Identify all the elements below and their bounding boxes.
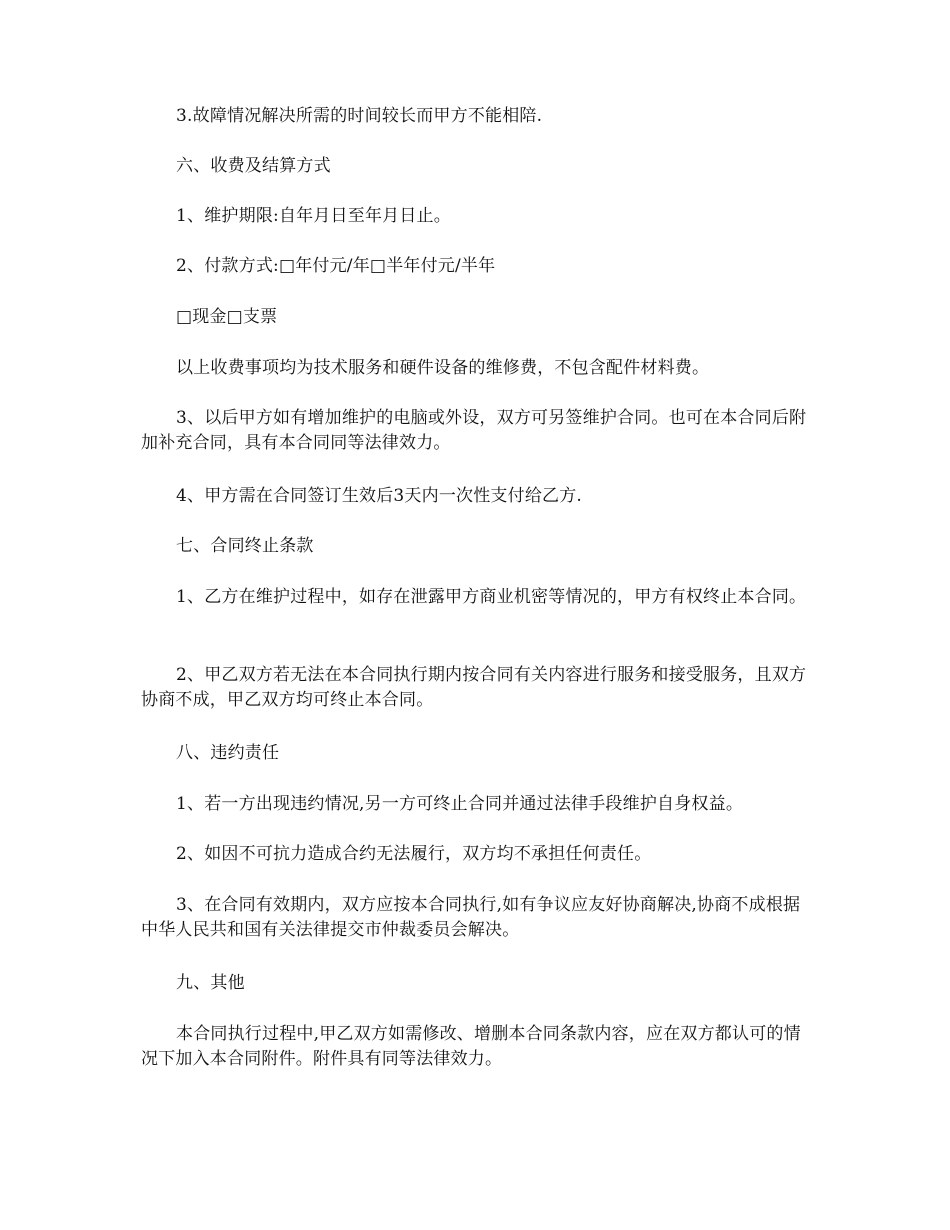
section-heading-other: 九、其他 <box>176 973 245 993</box>
clause-maintenance-period: 1、维护期限:自年月日至年月日止。 <box>176 206 451 226</box>
clause-amendments: 本合同执行过程中,甲乙双方如需修改、增删本合同条款内容，应在双方都认可的情况下加入本合同附件。附件具有同等法律效力。 <box>141 1024 801 1069</box>
clause-termination-confidentiality: 1、乙方在维护过程中，如存在泄露甲方商业机密等情况的，甲方有权终止本合同。 <box>176 587 807 607</box>
clause-fault-time: 3.故障情况解决所需的时间较长而甲方不能相陪. <box>176 106 543 126</box>
clause-additional-contract: 3、以后甲方如有增加维护的电脑或外设，双方可另签维护合同。也可在本合同后附加补充合同，具有本合同同等法律效力。 <box>141 408 807 453</box>
clause-payment-method: 2、付款方式:□年付元/年□半年付元/半年 <box>176 256 496 276</box>
section-heading-termination: 七、合同终止条款 <box>176 536 314 556</box>
section-heading-breach: 八、违约责任 <box>176 743 280 763</box>
clause-fee-scope: 以上收费事项均为技术服务和硬件设备的维修费，不包含配件材料费。 <box>176 358 710 378</box>
clause-breach-remedy: 1、若一方出现违约情况,另一方可终止合同并通过法律手段维护自身权益。 <box>176 794 744 814</box>
clause-payment-options: □现金□支票 <box>176 307 278 327</box>
section-heading-fees: 六、收费及结算方式 <box>176 156 331 176</box>
clause-termination-mutual: 2、甲乙双方若无法在本合同执行期内按合同有关内容进行服务和接受服务，且双方协商不成，甲乙双方均可终止本合同。 <box>141 665 807 710</box>
clause-dispute-resolution: 3、在合同有效期内，双方应按本合同执行,如有争议应友好协商解决,协商不成根据中华人民共和国有关法律提交市仲裁委员会解决。 <box>141 895 801 940</box>
clause-payment-deadline: 4、甲方需在合同签订生效后3天内一次性支付给乙方. <box>176 486 583 506</box>
clause-force-majeure: 2、如因不可抗力造成合约无法履行，双方均不承担任何责任。 <box>176 844 652 864</box>
